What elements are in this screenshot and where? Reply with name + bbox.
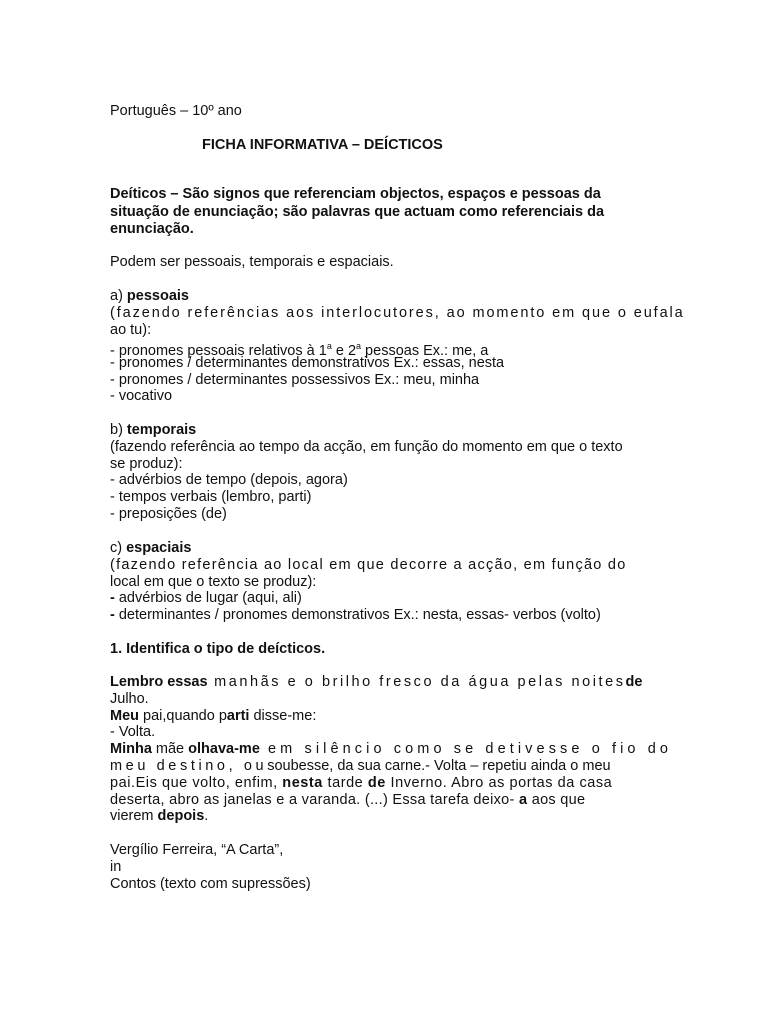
section-c-desc-1: (fazendo referência ao local em que decorre a acção, em função do bbox=[110, 557, 627, 573]
section-b-name: temporais bbox=[126, 422, 197, 438]
item-dash: - bbox=[110, 607, 115, 623]
excerpt-line-2: Julho. bbox=[110, 691, 149, 707]
excerpt-line-3 bbox=[110, 708, 316, 725]
deictic-word: depois bbox=[157, 808, 205, 824]
definition-line-3: enunciação. bbox=[110, 221, 194, 237]
section-b-item-1: - advérbios de tempo (depois, agora) bbox=[110, 472, 348, 488]
item-dash: - bbox=[110, 590, 115, 606]
excerpt-text: pai.Eis que volto, enfim, bbox=[110, 775, 283, 791]
excerpt-text: . bbox=[204, 808, 209, 824]
item-text: advérbios de lugar (aqui, ali) bbox=[114, 590, 302, 606]
excerpt-text: disse-me: bbox=[249, 708, 317, 724]
section-b-desc-1: (fazendo referência ao tempo da acção, em função do momento em que o texto bbox=[110, 439, 623, 455]
page-title: FICHA INFORMATIVA – DEÍCTICOS bbox=[202, 137, 443, 153]
section-a-desc-2: ao tu): bbox=[110, 322, 152, 338]
section-a-item-2: - pronomes / determinantes demonstrativos Ex.: essas, nesta bbox=[110, 355, 505, 371]
superscript: a bbox=[326, 341, 332, 351]
section-a-name: pessoais bbox=[126, 288, 189, 304]
section-c-heading bbox=[110, 540, 191, 557]
section-c-prefix: c) bbox=[110, 540, 127, 556]
superscript: a bbox=[356, 341, 362, 351]
deictic-word: de bbox=[625, 674, 643, 690]
excerpt-text: aos que bbox=[527, 792, 586, 808]
deictic-word: olhava-me bbox=[188, 741, 260, 757]
excerpt-text: pai,quando p bbox=[139, 708, 227, 724]
excerpt-text: Inverno. Abro as portas da casa bbox=[385, 775, 613, 791]
deictic-word: a bbox=[519, 792, 528, 808]
definition-line-1: Deíticos – São signos que referenciam objectos, espaços e pessoas da bbox=[110, 186, 601, 202]
section-c-name: espaciais bbox=[126, 540, 192, 556]
excerpt-text: deserta, abro as janelas e a varanda. (...) Essa tarefa deixo- bbox=[110, 792, 519, 808]
section-c-item-2 bbox=[110, 607, 601, 624]
excerpt-text: tarde bbox=[322, 775, 368, 791]
section-a-item-3: - pronomes / determinantes possessivos Ex.: meu, minha bbox=[110, 372, 480, 388]
section-b-prefix: b) bbox=[110, 422, 127, 438]
deictic-word: de bbox=[367, 775, 386, 791]
excerpt-line-6 bbox=[110, 758, 611, 775]
section-a-prefix: a) bbox=[110, 288, 127, 304]
deictic-word: nesta bbox=[282, 775, 323, 791]
excerpt-text: manhãs e o brilho fresco da água pelas noites bbox=[207, 674, 626, 690]
course-label: Português – 10º ano bbox=[110, 103, 242, 119]
excerpt-line-5 bbox=[110, 741, 672, 758]
excerpt-text: em silêncio como se detivesse o fio do bbox=[259, 741, 673, 757]
definition-line-2: situação de enunciação; são palavras que actuam como referenciais da bbox=[110, 204, 605, 220]
section-c-desc-2: local em que o texto se produz): bbox=[110, 574, 317, 590]
excerpt-line-8 bbox=[110, 792, 585, 809]
section-b-item-3: - preposições (de) bbox=[110, 506, 227, 522]
excerpt-text: soubesse, da sua carne.- Volta – repetiu ainda o meu bbox=[267, 758, 611, 774]
source-author: Vergílio Ferreira, “A Carta”, bbox=[110, 842, 284, 858]
item-text: - pronomes pessoais relativos à 1 bbox=[110, 342, 327, 359]
deictic-word: Meu bbox=[110, 708, 139, 724]
item-text: determinantes / pronomes demonstrativos Ex.: nesta, essas- verbos (volto) bbox=[114, 607, 601, 623]
deictic-word: Lembro essas bbox=[110, 674, 208, 690]
section-b-desc-2: se produz): bbox=[110, 456, 183, 472]
section-b-item-2: - tempos verbais (lembro, parti) bbox=[110, 489, 312, 505]
excerpt-line-1 bbox=[110, 674, 642, 691]
excerpt-line-4: - Volta. bbox=[110, 724, 156, 740]
deictic-word: arti bbox=[226, 708, 250, 724]
item-text: e 2 bbox=[331, 342, 357, 359]
intro-text: Podem ser pessoais, temporais e espaciais. bbox=[110, 254, 394, 270]
source-in: in bbox=[110, 859, 122, 875]
item-text: pessoas Ex.: me, a bbox=[361, 342, 489, 359]
excerpt-text: vierem bbox=[110, 808, 158, 824]
excerpt-text: meu destino, ou bbox=[110, 758, 268, 774]
section-b-heading bbox=[110, 422, 196, 439]
section-c-item-1 bbox=[110, 590, 302, 607]
section-a-item-4: - vocativo bbox=[110, 388, 173, 404]
section-a-heading bbox=[110, 288, 189, 305]
excerpt-text: mãe bbox=[151, 741, 189, 757]
deictic-word: Minha bbox=[110, 741, 152, 757]
excerpt-line-9 bbox=[110, 808, 208, 825]
excerpt-line-7 bbox=[110, 775, 612, 792]
exercise-title: 1. Identifica o tipo de deícticos. bbox=[110, 641, 326, 657]
source-book: Contos (texto com supressões) bbox=[110, 876, 311, 892]
section-a-desc-1: (fazendo referências aos interlocutores, ao momento em que o eufala bbox=[110, 305, 685, 321]
